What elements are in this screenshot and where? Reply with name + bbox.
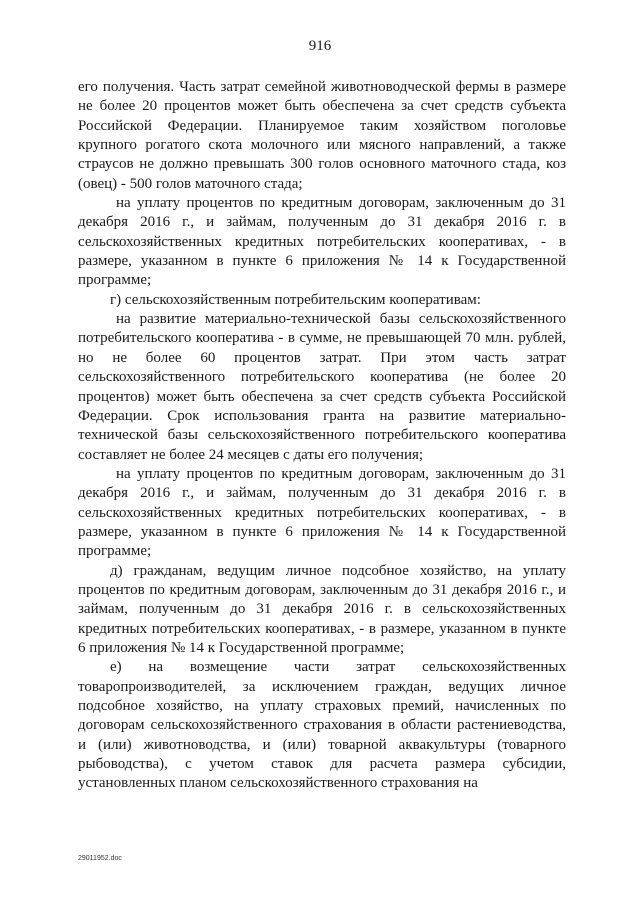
page-number: 916 [308, 38, 332, 54]
paragraph-item-d: д) гражданам, ведущим личное подсобное хозяйство, на уплату процентов по кредитным договорам, заключенным до 31 декабря 2016 г., и займам, полученным до 31 декабря 2016 г. в сельскохозяйственных кредитных потребительских кооперативах, - в размере, указанном в пункте 6 приложения № 14 к Государственной программе; [78, 562, 566, 656]
paragraph-family-farm-continuation: его получения. Часть затрат семейной животноводческой фермы в размере не более 20 процентов может быть обеспечена за счет средств субъекта Российской Федерации. Планируемое таким хозяйством поголовье крупного рогатого скота молочного или мясного направлений, а также страусов не должно превышать 300 голов основного маточного стада, коз (овец) - 500 голов маточного стада; [78, 79, 566, 192]
paragraph-item-g: г) сельскохозяйственным потребительским кооперативам: [110, 291, 481, 308]
paragraph-cooperative-development: на развитие материально-технической базы сельскохозяйственного потребительского кооператива - в сумме, не превышающей 70 млн. рублей, но не более 60 процентов затрат. При этом часть затрат сельскохозяйственного потребительского кооператива (не более 20 процентов) может быть обеспечена за счет средств субъекта Российской Федерации. Срок использования гранта на развитие материально-технической базы сельскохозяйственного потребительского кооператива составляет не более 24 месяцев с даты его получения; [78, 311, 566, 463]
paragraph-interest-farm: на уплату процентов по кредитным договорам, заключенным до 31 декабря 2016 г., и займам, полученным до 31 декабря 2016 г. в сельскохозяйственных кредитных потребительских кооперативах, - в размере, указанном в пункте 6 приложения № 14 к Государственной программе; [78, 195, 566, 289]
footer-document-id: 29011952.doc [78, 855, 122, 862]
paragraph-interest-cooperative: на уплату процентов по кредитным договорам, заключенным до 31 декабря 2016 г., и займам, полученным до 31 декабря 2016 г. в сельскохозяйственных кредитных потребительских кооперативах, - в размере, указанном в пункте 6 приложения № 14 к Государственной программе; [78, 465, 566, 560]
document-body [78, 78, 566, 794]
paragraph-item-e: е) на возмещение части затрат сельскохозяйственных товаропроизводителей, за исключением граждан, ведущих личное подсобное хозяйство, на уплату страховых премий, начисленных по договорам сельскохозяйственного страхования в области растениеводства, и (или) животноводства, и (или) товарной аквакультуры (товарного рыбоводства), с учетом ставок для расчета размера субсидии, установленных планом сельскохозяйственного страхования на [78, 659, 566, 792]
